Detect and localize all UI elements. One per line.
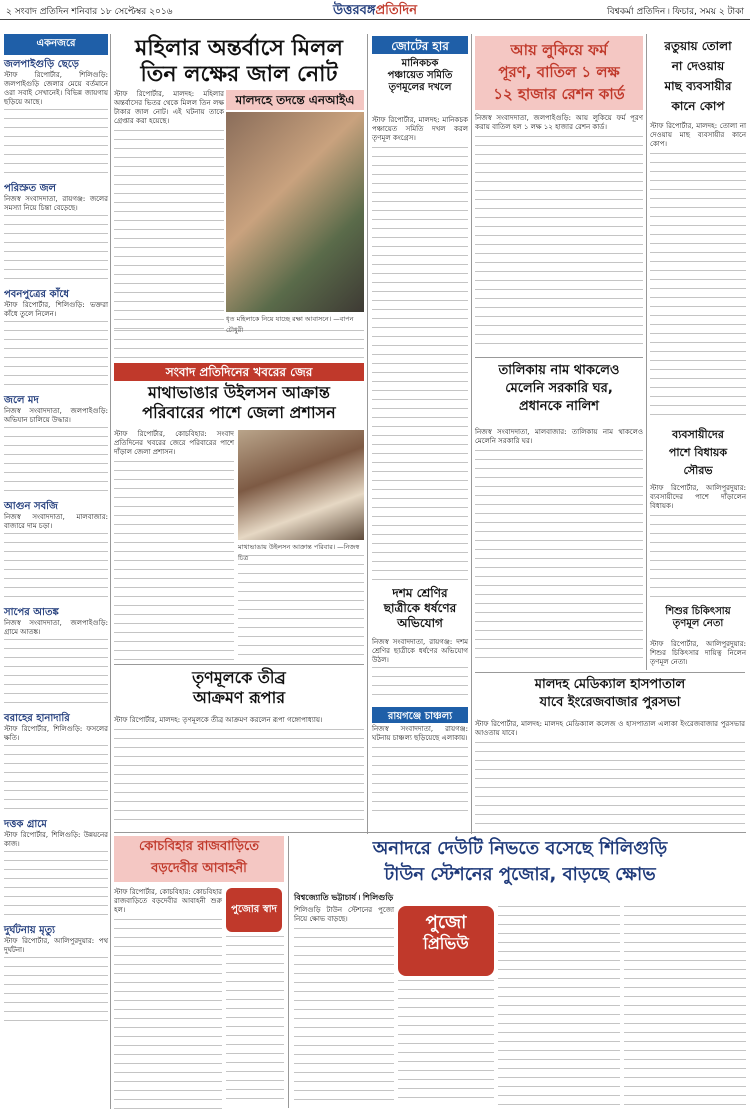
left-item-head: বরাহের হানাদারি [4,713,70,724]
fish-line2: না দেওয়ায় [671,59,725,73]
left-item-head: পবনপুত্রের কাঁধে [4,289,69,300]
puja-body-col3 [498,906,620,1108]
jot-body [372,116,468,582]
divider [471,34,472,834]
dosham-line1: দশম শ্রেণির [392,586,448,600]
mid-story-lead: স্টাফ রিপোর্টার, কোচবিহার: সংবাদ প্রতিদিনের খবরের জেরে পরিবারের পাশে দাঁড়াল জেলা প্রশাসন। [114,430,234,456]
main-headline [114,36,364,88]
fish-line1: রতুয়ায় তোলা [664,39,732,53]
jot-sub3: তৃণমূলের দখলে [388,82,452,93]
left-item-head: জলে মদ [4,395,39,406]
text-lines [4,851,108,921]
left-item-body: নিজস্ব সংবাদদাতা, জলপাইগুড়ি: গ্রামে আতঙ্ক। [4,619,108,636]
divider [288,836,289,1108]
left-item [4,713,108,815]
text-lines [4,639,108,709]
child-line1: শিশুর চিকিৎসায় [665,606,731,617]
main-headline-line1: মহিলার অন্তর্বাসে মিলল [135,36,343,61]
dosham-line2: ছাত্রীকে ধর্ষণের [383,601,457,615]
medical-line2: যাবে ইংরেজবাজার পুরসভা [539,695,681,710]
cooch-body-more [226,936,284,1108]
housing-line1: তালিকায় নাম থাকলেও [498,363,620,378]
jot-sub1: মানিকচক [401,58,439,69]
raiganj-tag: রায়গঞ্জে চাঞ্চল্য [372,707,468,723]
left-item-body: নিজস্ব সংবাদদাতা, জলপাইগুড়ি: অভিযান চালিয়ে উদ্ধার। [4,407,108,424]
main-caption: ধৃত মহিলাকে নিয়ে যাচ্ছে রক্ষা আবাসনে। —বাপন চৌধুরী [226,315,354,334]
main-story-body [114,90,224,330]
child-line2: তৃণমূল নেতা [672,618,724,629]
pujor-swad-logo: পুজোর স্বাদ [226,888,282,932]
saurav-headline [650,426,746,482]
left-item [4,395,108,497]
trinamool-lead: স্টাফ রিপোর্টার, মালদহ: তৃণমূলকে তীব্র আক্রমণ করলেন রূপা গঙ্গোপাধ্যায়। [114,716,323,724]
fish-body [650,122,746,422]
puja-logo-line2: প্রিভিউ [423,934,469,953]
left-item-body: স্টাফ রিপোর্টার, আলিপুরদুয়ার: পথ দুর্ঘটনা। [4,937,108,954]
child-headline [650,606,746,642]
left-item [4,183,108,285]
puja-line2: টাউন স্টেশনের পুজোর, বাড়ছে ক্ষোভ [384,864,656,885]
left-item [4,289,108,391]
jot-sub2: পঞ্চায়েত সমিতি [387,70,453,81]
trinamool-body [114,716,364,826]
medical-line1: মালদহ মেডিক্যাল হাসপাতাল [534,677,686,692]
trinamool-headline [114,668,364,712]
puja-body-mid [398,980,494,1108]
divider [114,832,746,833]
medical-lead: স্টাফ রিপোর্টার, মালদহ: মালদহ মেডিক্যাল কলেজ ও হাসপাতাল এলাকা ইংরেজবাজার পুরসভার আওতায় যাবে। [475,720,745,737]
trinamool-headline-line1: তৃণমূলকে তীব্র [192,668,286,687]
left-item-head: দত্তক গ্রামে [4,819,47,830]
left-item-body: নিজস্ব সংবাদদাতা, রায়গঞ্জ: জলের সমস্যা নিয়ে চিন্তা বেড়েছে। [4,195,108,212]
text-lines [4,321,108,391]
housing-body [475,428,643,668]
puja-preview-logo [398,906,494,976]
cooch-line1: কোচবিহার রাজবাড়িতে [139,839,259,854]
saurav-body [650,484,746,604]
left-item [4,925,108,1027]
left-item-head: পরিস্রুত জল [4,183,57,194]
divider [475,357,643,358]
housing-headline [475,362,643,424]
divider [110,34,111,1109]
fish-lead: স্টাফ রিপোর্টার, মালদহ: তোলা না দেওয়ায় মাছ ব্যবসায়ীর কানে কোপ। [650,122,746,148]
jot-lead: স্টাফ রিপোর্টার, মালদহ: মানিকচক পঞ্চায়েত সমিতি দখল করল তৃণমূল কংগ্রেস। [372,116,468,142]
left-items [4,59,108,1027]
main-story-more [114,330,364,360]
left-item-body: স্টাফ রিপোর্টার, শিলিগুড়ি: উন্নয়নের কাজ। [4,831,108,848]
ration-line3: ১২ হাজার রেশন কার্ড [493,85,625,103]
saurav-line2: পাশে বিধায়ক [668,446,728,459]
header-right: বিশ্বকর্মা প্রতিদিন ৷ ফিচার, সময় ২ টাকা [607,7,744,17]
mid-headline-line1: মাথাভাঙার উইলসন আক্রান্ত [148,383,330,402]
left-column [4,34,108,1109]
puja-lead: শিলিগুড়ি টাউন স্টেশনের পুজো নিয়ে ক্ষোভ বাড়ছে। [294,906,394,923]
ration-headline [475,36,643,110]
left-item-head: সাপের আতঙ্ক [4,607,59,618]
header-left: ২ সংবাদ প্রতিদিন শনিবার ১৮ সেপ্টেম্বর ২০১৬ [6,7,173,17]
fish-headline [650,36,746,120]
brand: উত্তরবঙ্গপ্রতিদিন [333,3,417,18]
fish-line4: কানে কোপ [671,99,725,113]
main-band: মালদহে তদন্তে এনআইএ [226,90,364,110]
saurav-lead: স্টাফ রিপোর্টার, আলিপুরদুয়ার: ব্যবসায়ীদের পাশে দাঁড়ালেন বিধায়ক। [650,484,746,510]
jot-tag: জোটের হার [372,36,468,54]
cooch-lead: স্টাফ রিপোর্টার, কোচবিহার: কোচবিহার রাজবাড়িতে বড়দেবীর আবাহনী শুরু হল। [114,888,222,914]
housing-line3: প্রধানকে নালিশ [519,399,599,414]
puja-logo-line1: পুজো [425,912,467,933]
text-lines [4,745,108,815]
ration-line2: পূরণ, বাতিল ১ লক্ষ [498,63,620,81]
ration-line1: আয় লুকিয়ে ফর্ম [510,41,608,59]
ration-body [475,114,643,354]
saurav-line3: সৌরভ [683,464,713,477]
dosham-headline [372,586,468,636]
housing-lead: নিজস্ব সংবাদদাতা, মালবাজার: তালিকায় নাম থাকলেও মেলেনি সরকারি ঘর। [475,428,643,445]
child-lead: স্টাফ রিপোর্টার, আলিপুরদুয়ার: শিশুর চিকিৎসার দায়িত্ব নিলেন তৃণমূল নেতা। [650,640,746,666]
mid-story-body [114,430,234,660]
puja-body-col4 [624,906,746,1108]
mid-headline-line2: পরিবারের পাশে জেলা প্রশাসন [142,403,336,422]
cooch-headline [114,836,284,882]
divider [367,34,368,834]
page-header [0,0,750,20]
text-lines [4,215,108,285]
raiganj-body [372,725,468,825]
jot-subhead [372,58,468,114]
cooch-line2: বড়দেবীর আবাহনী [151,861,247,876]
child-body [650,640,746,670]
medical-body [475,720,745,825]
left-item-body: স্টাফ রিপোর্টার, শিলিগুড়ি: ভক্তরা কাঁধে তুলে নিলেন। [4,301,108,318]
divider [646,34,647,670]
text-lines [4,427,108,497]
mid-band-tag: সংবাদ প্রতিদিনের খবরের জের [114,363,364,381]
left-item [4,607,108,709]
text-lines [4,533,108,603]
fish-line3: মাছ ব্যবসায়ীর [664,79,732,93]
cooch-body [114,888,222,1108]
saurav-line1: ব্যবসায়ীদের [672,428,724,441]
puja-byline: বিশ্বজ্যোতি ভট্টাচার্য ৷ শিলিগুড়ি [294,893,394,902]
mid-photo [238,430,364,540]
main-story-lead: স্টাফ রিপোর্টার, মালদহ: মহিলার অন্তর্বাসের ভিতর থেকে মিলল তিন লক্ষ টাকার জাল নোট। এই ঘটনায় তাকে গ্রেপ্তার করা হয়েছে। [114,90,224,125]
dosham-body [372,638,468,703]
trinamool-headline-line2: আক্রমণ রূপার [192,688,286,707]
mid-headline [114,383,364,427]
dosham-line3: অভিযোগ [397,616,443,630]
left-item-body: স্টাফ রিপোর্টার, শিলিগুড়ি: ফসলের ক্ষতি। [4,725,108,742]
left-item [4,819,108,921]
text-lines [114,130,224,330]
left-item-head: আগুন সবজি [4,501,58,512]
dosham-lead: নিজস্ব সংবাদদাতা, রায়গঞ্জ: দশম শ্রেণির ছাত্রীকে ধর্ষণের অভিযোগ উঠল। [372,638,468,664]
text-lines [4,957,108,1027]
left-item [4,59,108,179]
medical-headline [475,676,745,716]
left-item-body: নিজস্ব সংবাদদাতা, মালবাজার: বাজারে দাম চড়া। [4,513,108,530]
main-headline-line2: তিন লক্ষের জাল নোট [140,62,338,87]
puja-headline [294,836,746,890]
puja-line1: অনাদরে দেউটি নিভতে বসেছে শিলিগুড়ি [372,838,668,859]
left-item-head: জলপাইগুড়ি ছেড়ে [4,59,79,70]
divider [475,672,745,673]
raiganj-lead: নিজস্ব সংবাদদাতা, রায়গঞ্জ: ঘটনায় চাঞ্চল্য ছড়িয়েছে এলাকায়। [372,725,468,742]
main-photo [226,112,364,312]
left-item-head: দুর্ঘটনায় মৃত্যু [4,925,56,936]
mid-caption: মাথাভাঙায় উইলসন আক্রান্ত পরিবার। —নিজস্ব চিত্র [238,543,360,562]
mid-story-more [238,555,364,660]
divider [114,664,364,665]
puja-body [294,906,394,1108]
text-lines [4,109,108,179]
left-column-tag: একনজরে [4,34,108,55]
ration-lead: নিজস্ব সংবাদদাতা, জলপাইগুড়ি: আয় লুকিয়ে ফর্ম পূরণ করায় বাতিল হল ১ লক্ষ ১২ হাজার রেশন কার্ড। [475,114,643,131]
left-item-body: স্টাফ রিপোর্টার, শিলিগুড়ি: জলপাইগুড়ি জেলার মেয়ে বর্তমানে ওরা সবাই সেখানেই। বিভিন্ন জায়গায় ছড়িয়ে আছে। [4,71,108,106]
left-item [4,501,108,603]
housing-line2: মেলেনি সরকারি ঘর, [505,381,613,396]
